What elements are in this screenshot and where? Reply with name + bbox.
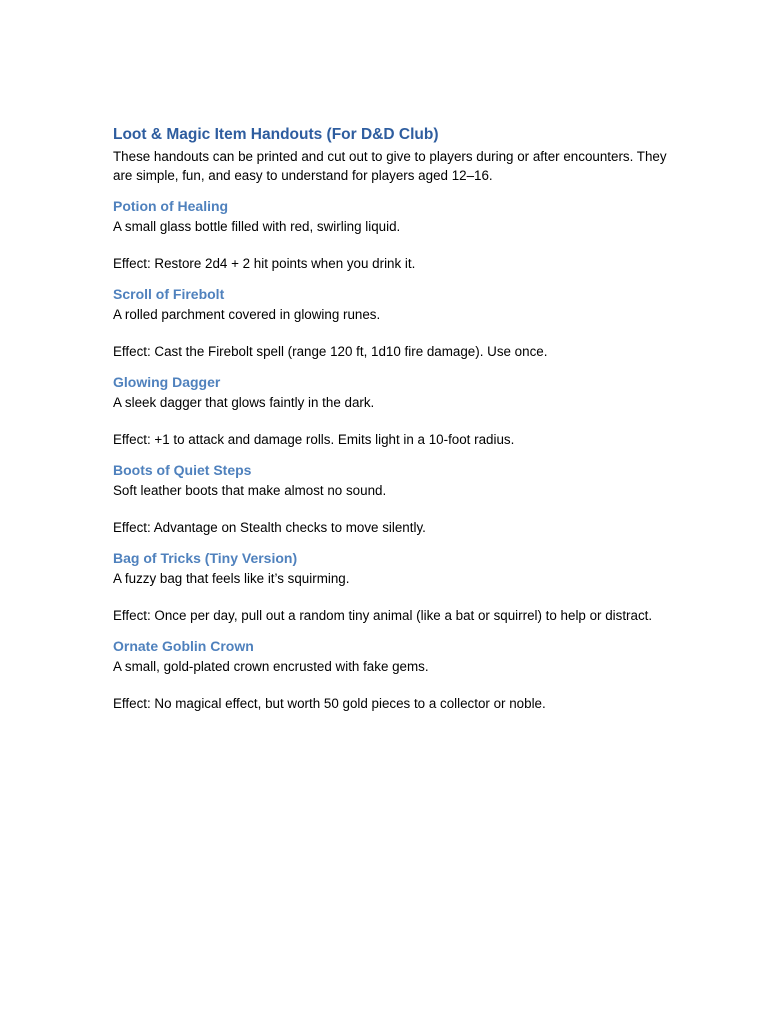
item-heading: Glowing Dagger — [113, 374, 221, 390]
item-description: A fuzzy bag that feels like it’s squirming. — [113, 571, 350, 586]
document-title: Loot & Magic Item Handouts (For D&D Club) — [113, 126, 439, 143]
item-effect: Effect: Restore 2d4 + 2 hit points when you drink it. — [113, 256, 416, 271]
item-description: A sleek dagger that glows faintly in the dark. — [113, 395, 375, 410]
item-effect: Effect: No magical effect, but worth 50 gold pieces to a collector or noble. — [113, 696, 546, 711]
item-effect: Effect: Once per day, pull out a random tiny animal (like a bat or squirrel) to help or distract. — [113, 608, 653, 623]
item-section-boots-of-quiet-steps — [113, 461, 673, 537]
item-description: Soft leather boots that make almost no sound. — [113, 483, 387, 498]
item-heading: Bag of Tricks (Tiny Version) — [113, 550, 298, 566]
intro-paragraph: These handouts can be printed and cut out to give to players during or after encounters. They are simple, fun, and easy to understand for players aged 12–16. — [113, 149, 667, 183]
item-heading: Ornate Goblin Crown — [113, 638, 254, 654]
item-description: A small, gold-plated crown encrusted with fake gems. — [113, 659, 429, 674]
item-section-potion-of-healing — [113, 197, 673, 273]
item-effect: Effect: Advantage on Stealth checks to move silently. — [113, 520, 426, 535]
item-section-ornate-goblin-crown — [113, 637, 673, 713]
item-heading: Scroll of Firebolt — [113, 286, 225, 302]
item-effect: Effect: +1 to attack and damage rolls. Emits light in a 10-foot radius. — [113, 432, 515, 447]
document-page — [113, 124, 673, 713]
item-heading: Boots of Quiet Steps — [113, 462, 252, 478]
item-heading: Potion of Healing — [113, 198, 229, 214]
item-effect: Effect: Cast the Firebolt spell (range 120 ft, 1d10 fire damage). Use once. — [113, 344, 548, 359]
item-section-glowing-dagger — [113, 373, 673, 449]
item-description: A rolled parchment covered in glowing runes. — [113, 307, 381, 322]
item-section-scroll-of-firebolt — [113, 285, 673, 361]
item-section-bag-of-tricks — [113, 549, 673, 625]
item-description: A small glass bottle filled with red, swirling liquid. — [113, 219, 401, 234]
